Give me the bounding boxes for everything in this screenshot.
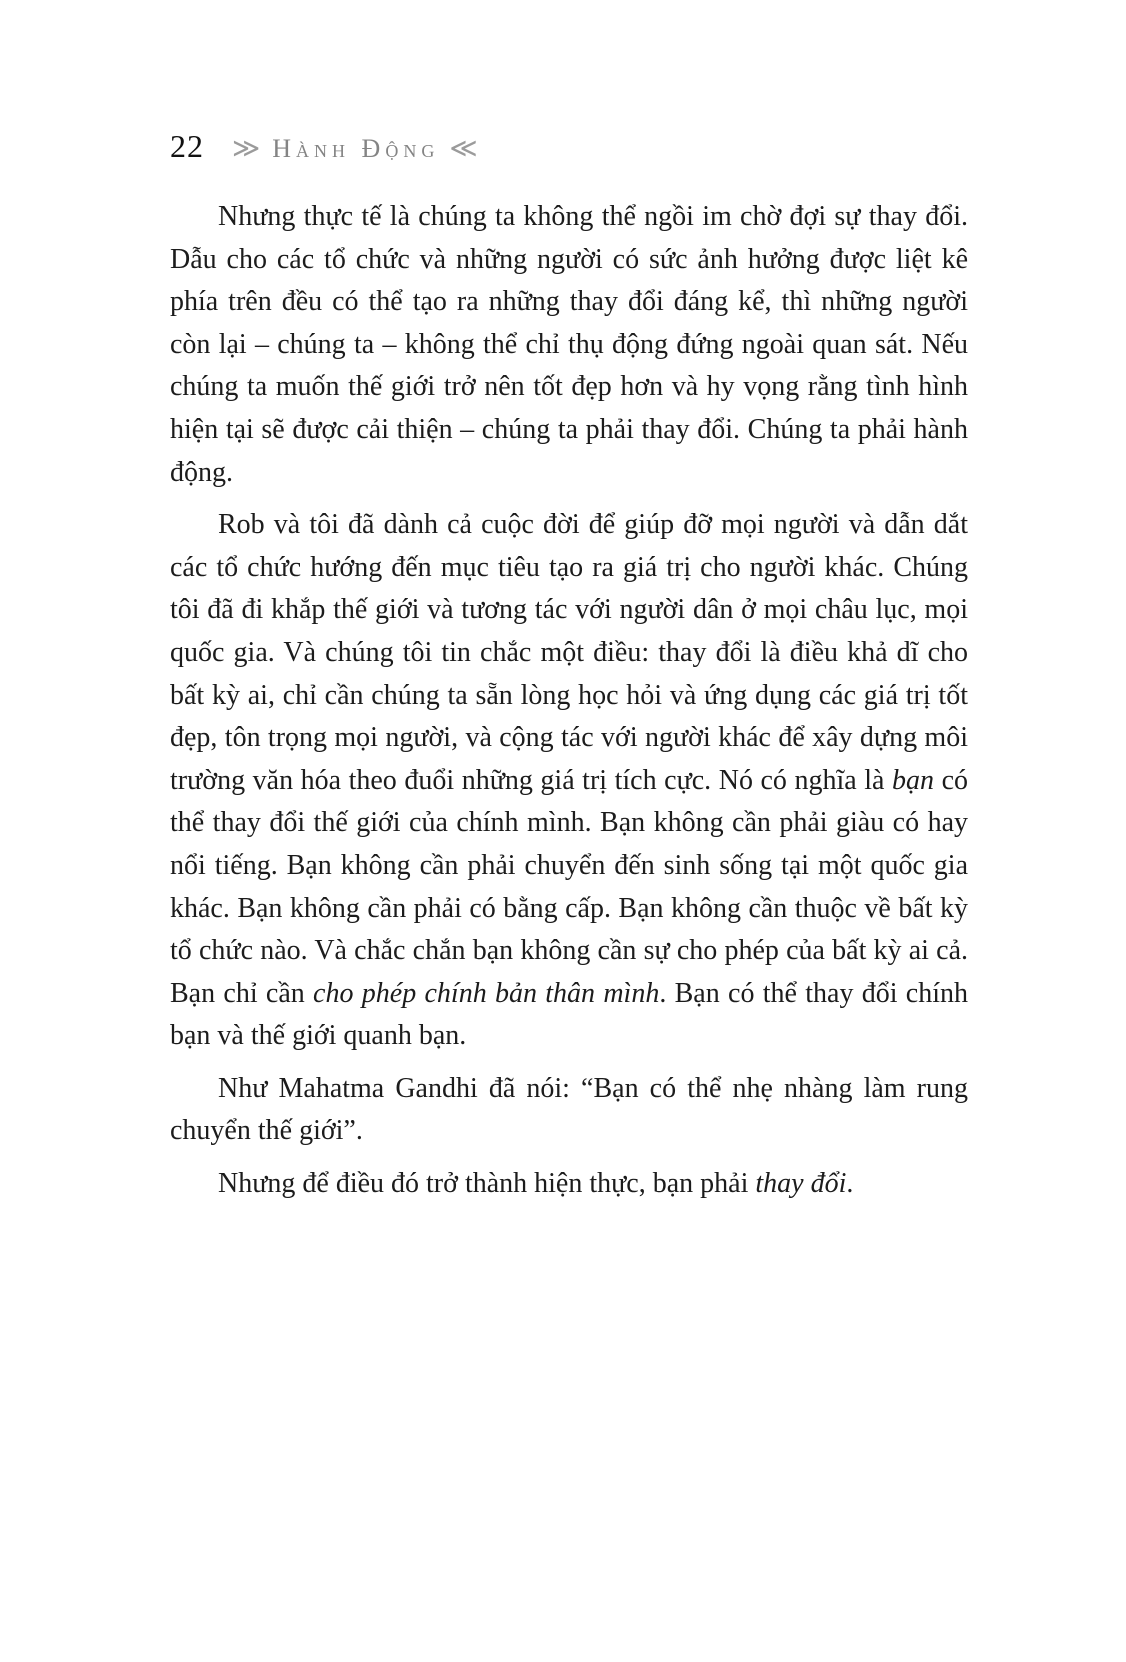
paragraph <box>170 504 968 1058</box>
page-body <box>170 196 968 1216</box>
text-run: . Bạn có thể thay đổi chính bạn và thế giới quanh bạn. <box>170 977 969 1052</box>
text-run: Rob và tôi đã dành cả cuộc đời để giúp đỡ mọi người và dẫn dắt các tổ chức hướng đến mục tiêu tạo ra giá trị cho người khác. Chúng tôi đã đi khắp thế giới và tương tác với người dân ở mọi châu lục, mọi quốc gia. Và chúng tôi tin chắc một điều: thay đổi là điều khả dĩ cho bất kỳ ai, chỉ cần chúng ta sẵn lòng học hỏi và ứng dụng các giá trị tốt đẹp, tôn trọng mọi người, và cộng tác với người khác để xây dựng môi trường văn hóa theo đuổi những giá trị tích cực. Nó có nghĩa là <box>170 509 968 796</box>
text-run: Như Mahatma Gandhi đã nói: “Bạn có thể nhẹ nhàng làm rung chuyển thế giới”. <box>170 1072 968 1147</box>
text-run: . <box>846 1168 854 1200</box>
double-chevron-right-icon: ≫ <box>232 133 261 164</box>
double-chevron-left-icon: ≪ <box>449 133 478 164</box>
paragraph <box>170 1068 968 1153</box>
paragraph <box>170 1163 968 1206</box>
text-run: Nhưng để điều đó trở thành hiện thực, bạn phải <box>218 1168 756 1200</box>
italic-text-run: bạn <box>892 764 935 796</box>
text-run: Nhưng thực tế là chúng ta không thể ngồi im chờ đợi sự thay đổi. Dẫu cho các tổ chức và những người có sức ảnh hưởng được liệt kê phía trên đều có thể tạo ra những thay đổi đáng kể, thì những người còn lại – chúng ta – không thể chỉ thụ động đứng ngoài quan sát. Nếu chúng ta muốn thế giới trở nên tốt đẹp hơn và hy vọng rằng tình hình hiện tại sẽ được cải thiện – chúng ta phải thay đổi. Chúng ta phải hành động. <box>170 201 968 488</box>
italic-text-run: cho phép chính bản thân mình <box>313 977 660 1009</box>
page-number: 22 <box>170 128 204 164</box>
paragraph <box>170 196 968 494</box>
running-header <box>170 128 956 165</box>
text-run: có thể thay đổi thế giới của chính mình. Bạn không cần phải giàu có hay nổi tiếng. Bạn không cần phải chuyển đến sinh sống tại một quốc gia khác. Bạn không cần phải có bằng cấp. Bạn không cần thuộc về bất kỳ tổ chức nào. Và chắc chắn bạn không cần sự cho phép của bất kỳ ai cả. Bạn chỉ cần <box>170 764 968 1009</box>
italic-text-run: thay đổi <box>755 1168 847 1200</box>
chapter-title: Hành Động <box>272 134 440 163</box>
